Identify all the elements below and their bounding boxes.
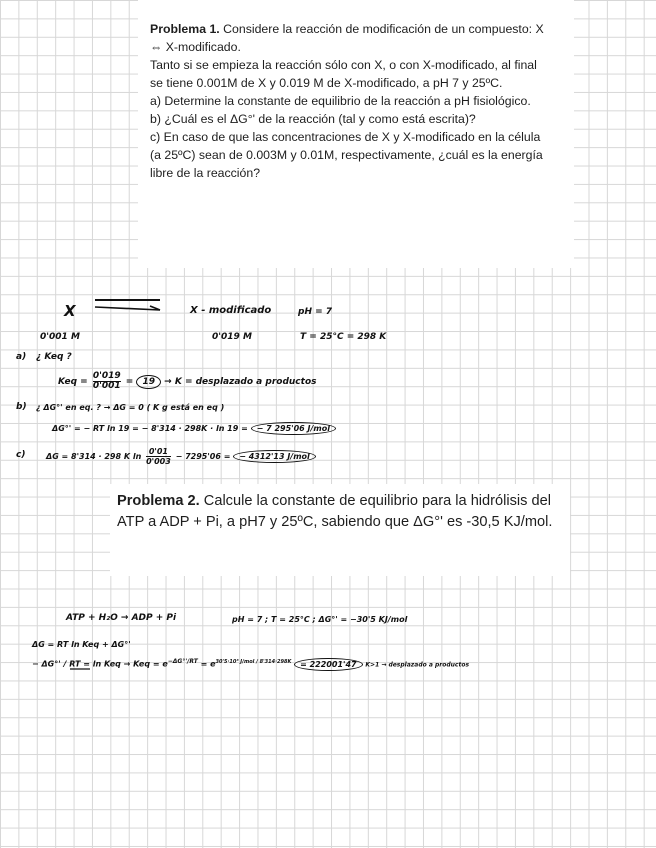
- hw-dg-fraction: $\frac{0'01}{0'003}$: [146, 447, 171, 466]
- hw2-keq-line: − ΔG°' / RT = ln Keq → Keq = $e^{-\Delta G^\circ'/RT} = e^{30'5\cdot 10^3 J/mol / 8'314\cdot 298K} = 222001'47$ K>1 → desplazado a productos: [32, 658, 470, 669]
- hw-b-question: ¿ ΔG°' en eq. ? → ΔG = 0 ( K g está en eq ): [36, 403, 225, 412]
- hw2-result: = 222001'47: [294, 658, 362, 671]
- hw-dg-line: ΔG = 8'314 · 298 K ln $\frac{0'01}{0'003}$ − 7295'06 = − 4312'13 J/mol: [46, 447, 316, 466]
- problem1-part-b: b) ¿Cuál es el ΔG°' de la reacción (tal y como está escrita)?: [150, 112, 476, 126]
- hw-conc-xmod: 0'019 M: [212, 332, 252, 342]
- hw-reactant: X: [64, 302, 76, 320]
- hw-a-question: ¿ Keq ?: [36, 352, 72, 362]
- hw-dg0-line: ΔG°' = − RT ln 19 = − 8'314 · 298K · ln 19 = − 7 295'06 J/mol: [52, 424, 336, 433]
- problem2-heading: Problema 2.: [117, 493, 200, 509]
- hw2-result-note: K>1 → desplazado a productos: [365, 661, 470, 669]
- hw-keq-line: Keq = $\frac{0'019}{0'001}$ = 19 → K = desplazado a productos: [58, 371, 317, 391]
- hw2-reaction: ATP + H₂O → ADP + Pi: [66, 613, 177, 623]
- hw-b-label: b): [16, 402, 27, 412]
- problem1-intro: Problema 1. Considere la reacción de modificación de un compuesto: X ⇔ X-modificado.: [150, 22, 544, 54]
- hw2-conditions: pH = 7 ; T = 25°C ; ΔG°' = −30'5 KJ/mol: [232, 615, 408, 624]
- problem1-heading: Problema 1.: [150, 22, 220, 36]
- hw2-dg-relation: ΔG = RT ln Keq + ΔG°': [32, 640, 131, 649]
- hw-dg-result: − 4312'13 J/mol: [233, 450, 316, 463]
- problem1-part-c: c) En caso de que las concentraciones de X y X-modificado en la célula (a 25ºC) sean de 0.003M y 0.01M, respectivamente, ¿cuál es la energía libre de la reacción?: [150, 130, 543, 180]
- hw-temp: T = 25°C = 298 K: [300, 332, 387, 342]
- hw-a-label: a): [16, 352, 27, 362]
- hw-product: X - modificado: [190, 305, 272, 316]
- problem2-body: Calcule la constante de equilibrio para la hidrólisis del ATP a ADP + Pi, a pH7 y 25ºC, sabiendo que ΔG°' es -30,5 KJ/mol.: [117, 493, 553, 530]
- hw-keq-result: 19: [136, 375, 161, 389]
- problem2-text: [117, 491, 557, 533]
- hw-conc-x: 0'001 M: [40, 332, 80, 342]
- problem1-statement: Tanto si se empieza la reacción sólo con X, o con X-modificado, al final se tiene 0.001M de X y 0.019 M de X-modificado, a pH 7 y 25ºC.: [150, 58, 537, 90]
- problem1-part-a: a) Determine la constante de equilibrio de la reacción a pH fisiológico.: [150, 94, 531, 108]
- hw-keq-note: → K = desplazado a productos: [164, 377, 317, 387]
- hw-keq-fraction: $\frac{0'019}{0'001}$: [92, 371, 121, 391]
- hw-ph: pH = 7: [298, 307, 333, 317]
- hw-dg0-result: − 7 295'06 J/mol: [251, 422, 336, 435]
- hw-c-label: c): [16, 450, 26, 460]
